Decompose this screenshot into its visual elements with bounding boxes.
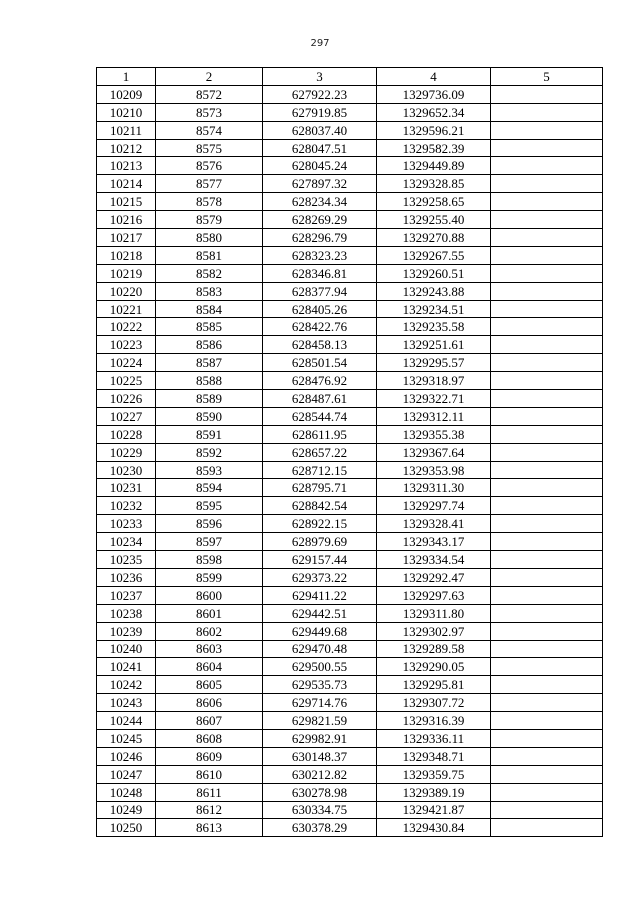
table-cell: 628501.54 — [263, 354, 377, 372]
table-cell — [491, 712, 603, 730]
table-cell: 10245 — [97, 729, 156, 747]
table-cell: 629535.73 — [263, 676, 377, 694]
table-row — [97, 765, 603, 783]
table-cell: 1329316.39 — [377, 712, 491, 730]
column-header: 4 — [377, 68, 491, 86]
table-row — [97, 694, 603, 712]
table-cell: 10239 — [97, 622, 156, 640]
table-cell — [491, 425, 603, 443]
table-cell: 1329582.39 — [377, 139, 491, 157]
table-body — [97, 85, 603, 836]
column-header: 5 — [491, 68, 603, 86]
table-row — [97, 497, 603, 515]
table-cell: 628323.23 — [263, 246, 377, 264]
table-row — [97, 783, 603, 801]
table-header-row — [97, 68, 603, 86]
table-cell: 8582 — [156, 264, 263, 282]
table-cell — [491, 783, 603, 801]
table-cell: 627922.23 — [263, 85, 377, 103]
table-cell: 630278.98 — [263, 783, 377, 801]
table-cell: 1329289.58 — [377, 640, 491, 658]
table-cell: 1329736.09 — [377, 85, 491, 103]
table-cell: 8601 — [156, 604, 263, 622]
table-cell — [491, 193, 603, 211]
table-row — [97, 515, 603, 533]
table-cell: 1329336.11 — [377, 729, 491, 747]
table-cell: 1329367.64 — [377, 443, 491, 461]
table-cell: 628487.61 — [263, 390, 377, 408]
table-cell — [491, 103, 603, 121]
table-cell: 10242 — [97, 676, 156, 694]
table-row — [97, 819, 603, 837]
table-cell: 8598 — [156, 551, 263, 569]
table-cell: 10218 — [97, 246, 156, 264]
table-cell: 1329312.11 — [377, 407, 491, 425]
table-cell: 10235 — [97, 551, 156, 569]
table-cell: 628405.26 — [263, 300, 377, 318]
table-cell: 8572 — [156, 85, 263, 103]
coordinates-table — [96, 67, 603, 837]
table-cell: 1329258.65 — [377, 193, 491, 211]
table-cell — [491, 354, 603, 372]
table-cell: 8585 — [156, 318, 263, 336]
table-row — [97, 676, 603, 694]
table-cell: 10227 — [97, 407, 156, 425]
table-cell: 8579 — [156, 211, 263, 229]
table-cell — [491, 264, 603, 282]
table-cell: 10248 — [97, 783, 156, 801]
table-cell — [491, 694, 603, 712]
table-cell: 8573 — [156, 103, 263, 121]
table-cell: 10217 — [97, 229, 156, 247]
table-cell — [491, 801, 603, 819]
table-cell: 628712.15 — [263, 461, 377, 479]
table-cell: 10231 — [97, 479, 156, 497]
table-cell: 10213 — [97, 157, 156, 175]
table-cell: 1329318.97 — [377, 372, 491, 390]
table-cell: 8611 — [156, 783, 263, 801]
table-cell: 10214 — [97, 175, 156, 193]
table-cell: 10234 — [97, 533, 156, 551]
table-cell — [491, 300, 603, 318]
table-row — [97, 640, 603, 658]
table-row — [97, 604, 603, 622]
table-cell: 8584 — [156, 300, 263, 318]
table-cell: 628037.40 — [263, 121, 377, 139]
table-cell: 628296.79 — [263, 229, 377, 247]
table-cell: 8591 — [156, 425, 263, 443]
table-cell: 8594 — [156, 479, 263, 497]
table-cell: 10209 — [97, 85, 156, 103]
table-cell — [491, 318, 603, 336]
table-cell: 8595 — [156, 497, 263, 515]
column-header: 2 — [156, 68, 263, 86]
table-cell: 10233 — [97, 515, 156, 533]
table-cell: 1329297.74 — [377, 497, 491, 515]
table-cell: 8592 — [156, 443, 263, 461]
table-cell: 1329260.51 — [377, 264, 491, 282]
table-cell: 628045.24 — [263, 157, 377, 175]
table-cell: 10220 — [97, 282, 156, 300]
table-cell: 630378.29 — [263, 819, 377, 837]
column-header: 1 — [97, 68, 156, 86]
table-cell: 8590 — [156, 407, 263, 425]
table-cell — [491, 568, 603, 586]
table-cell: 8596 — [156, 515, 263, 533]
table-row — [97, 193, 603, 211]
table-cell: 1329430.84 — [377, 819, 491, 837]
table-cell: 629982.91 — [263, 729, 377, 747]
table-cell: 629157.44 — [263, 551, 377, 569]
table-cell: 8606 — [156, 694, 263, 712]
table-cell: 1329302.97 — [377, 622, 491, 640]
table-cell: 1329270.88 — [377, 229, 491, 247]
table-cell: 10226 — [97, 390, 156, 408]
table-cell: 1329353.98 — [377, 461, 491, 479]
table-cell — [491, 658, 603, 676]
table-row — [97, 121, 603, 139]
table-cell: 628842.54 — [263, 497, 377, 515]
table-cell: 8587 — [156, 354, 263, 372]
table-cell: 629411.22 — [263, 586, 377, 604]
table-row — [97, 658, 603, 676]
table-cell: 10244 — [97, 712, 156, 730]
table-cell — [491, 586, 603, 604]
table-cell — [491, 336, 603, 354]
table-row — [97, 372, 603, 390]
table-cell — [491, 819, 603, 837]
column-header: 3 — [263, 68, 377, 86]
table-cell — [491, 443, 603, 461]
table-row — [97, 246, 603, 264]
table-row — [97, 336, 603, 354]
table-cell: 628922.15 — [263, 515, 377, 533]
table-row — [97, 729, 603, 747]
table-cell — [491, 604, 603, 622]
table-cell: 1329421.87 — [377, 801, 491, 819]
table-cell: 1329389.19 — [377, 783, 491, 801]
table-cell: 8605 — [156, 676, 263, 694]
table-cell — [491, 515, 603, 533]
table-row — [97, 622, 603, 640]
table-cell: 1329355.38 — [377, 425, 491, 443]
table-cell: 628346.81 — [263, 264, 377, 282]
table-cell: 1329295.81 — [377, 676, 491, 694]
table-cell — [491, 533, 603, 551]
table-cell: 10241 — [97, 658, 156, 676]
table-cell: 10223 — [97, 336, 156, 354]
table-row — [97, 300, 603, 318]
table-cell: 10240 — [97, 640, 156, 658]
table-cell: 628979.69 — [263, 533, 377, 551]
table-cell: 630148.37 — [263, 747, 377, 765]
table-cell: 8612 — [156, 801, 263, 819]
table-cell: 1329652.34 — [377, 103, 491, 121]
table-row — [97, 85, 603, 103]
table-cell — [491, 479, 603, 497]
table-row — [97, 157, 603, 175]
table-cell: 629373.22 — [263, 568, 377, 586]
table-cell: 8608 — [156, 729, 263, 747]
table-cell: 8602 — [156, 622, 263, 640]
table-cell: 10246 — [97, 747, 156, 765]
table-cell — [491, 640, 603, 658]
table-cell: 628476.92 — [263, 372, 377, 390]
table-cell: 629470.48 — [263, 640, 377, 658]
table-cell: 1329449.89 — [377, 157, 491, 175]
table-cell: 628269.29 — [263, 211, 377, 229]
table-cell: 627919.85 — [263, 103, 377, 121]
table-cell: 8610 — [156, 765, 263, 783]
table-cell — [491, 246, 603, 264]
table-cell — [491, 372, 603, 390]
table-row — [97, 551, 603, 569]
table-cell — [491, 497, 603, 515]
table-cell: 8576 — [156, 157, 263, 175]
table-cell: 10221 — [97, 300, 156, 318]
table-row — [97, 461, 603, 479]
table-cell: 10212 — [97, 139, 156, 157]
table-cell — [491, 747, 603, 765]
table-row — [97, 407, 603, 425]
table-cell: 1329328.41 — [377, 515, 491, 533]
table-cell: 10219 — [97, 264, 156, 282]
table-cell — [491, 729, 603, 747]
table-cell: 628544.74 — [263, 407, 377, 425]
table-cell: 10224 — [97, 354, 156, 372]
table-row — [97, 747, 603, 765]
table-cell: 10210 — [97, 103, 156, 121]
table-cell: 1329343.17 — [377, 533, 491, 551]
table-cell: 629821.59 — [263, 712, 377, 730]
table-row — [97, 175, 603, 193]
table-row — [97, 443, 603, 461]
table-cell: 628234.34 — [263, 193, 377, 211]
table-cell: 10247 — [97, 765, 156, 783]
table-cell — [491, 175, 603, 193]
table-cell: 10216 — [97, 211, 156, 229]
table-cell — [491, 461, 603, 479]
table-cell: 1329334.54 — [377, 551, 491, 569]
table-row — [97, 229, 603, 247]
table-cell: 628377.94 — [263, 282, 377, 300]
table-cell — [491, 157, 603, 175]
page-number: 297 — [310, 38, 330, 49]
table-cell: 628047.51 — [263, 139, 377, 157]
table-cell: 628611.95 — [263, 425, 377, 443]
table-row — [97, 211, 603, 229]
table-cell: 1329348.71 — [377, 747, 491, 765]
table-cell: 8586 — [156, 336, 263, 354]
table-cell — [491, 551, 603, 569]
table-row — [97, 318, 603, 336]
table-cell: 10236 — [97, 568, 156, 586]
table-row — [97, 264, 603, 282]
table-cell: 10238 — [97, 604, 156, 622]
table-cell: 8597 — [156, 533, 263, 551]
table-cell — [491, 139, 603, 157]
table-cell: 8577 — [156, 175, 263, 193]
table-cell: 628795.71 — [263, 479, 377, 497]
table-row — [97, 103, 603, 121]
table-cell: 1329235.58 — [377, 318, 491, 336]
table-cell — [491, 676, 603, 694]
table-row — [97, 282, 603, 300]
table-cell: 10250 — [97, 819, 156, 837]
table-cell: 8609 — [156, 747, 263, 765]
table-row — [97, 801, 603, 819]
table-cell: 628422.76 — [263, 318, 377, 336]
table-cell: 10222 — [97, 318, 156, 336]
table-cell: 1329311.30 — [377, 479, 491, 497]
table-cell: 627897.32 — [263, 175, 377, 193]
table-cell: 10229 — [97, 443, 156, 461]
table-cell: 8583 — [156, 282, 263, 300]
table-cell — [491, 85, 603, 103]
table-cell: 1329295.57 — [377, 354, 491, 372]
table-cell: 8578 — [156, 193, 263, 211]
table-cell — [491, 121, 603, 139]
table-cell: 628458.13 — [263, 336, 377, 354]
table-cell: 8607 — [156, 712, 263, 730]
table-cell: 1329307.72 — [377, 694, 491, 712]
table-cell: 1329328.85 — [377, 175, 491, 193]
table-cell: 1329243.88 — [377, 282, 491, 300]
table-cell: 628657.22 — [263, 443, 377, 461]
table-cell — [491, 622, 603, 640]
table-row — [97, 425, 603, 443]
table-cell — [491, 282, 603, 300]
table-cell: 8575 — [156, 139, 263, 157]
table-cell — [491, 390, 603, 408]
table-cell: 629714.76 — [263, 694, 377, 712]
table-cell — [491, 407, 603, 425]
table-cell: 8613 — [156, 819, 263, 837]
table-cell: 10243 — [97, 694, 156, 712]
table-row — [97, 712, 603, 730]
table-cell: 8600 — [156, 586, 263, 604]
table-row — [97, 139, 603, 157]
table-cell — [491, 765, 603, 783]
table-cell: 1329255.40 — [377, 211, 491, 229]
table-cell: 8603 — [156, 640, 263, 658]
table-cell: 8589 — [156, 390, 263, 408]
table-cell: 1329297.63 — [377, 586, 491, 604]
table-cell: 629442.51 — [263, 604, 377, 622]
table-cell: 1329322.71 — [377, 390, 491, 408]
table-cell: 1329234.51 — [377, 300, 491, 318]
table-cell: 10249 — [97, 801, 156, 819]
table-cell: 1329596.21 — [377, 121, 491, 139]
table-row — [97, 354, 603, 372]
table-cell — [491, 211, 603, 229]
table-cell: 10230 — [97, 461, 156, 479]
table-row — [97, 390, 603, 408]
table-cell: 8593 — [156, 461, 263, 479]
table-cell: 630212.82 — [263, 765, 377, 783]
table-cell: 8574 — [156, 121, 263, 139]
table-row — [97, 533, 603, 551]
table-cell: 630334.75 — [263, 801, 377, 819]
table-cell: 1329267.55 — [377, 246, 491, 264]
table-cell: 629449.68 — [263, 622, 377, 640]
table-cell — [491, 229, 603, 247]
table-cell: 10237 — [97, 586, 156, 604]
table-cell: 8588 — [156, 372, 263, 390]
table-row — [97, 586, 603, 604]
table-cell: 10211 — [97, 121, 156, 139]
table-cell: 10215 — [97, 193, 156, 211]
table-cell: 10228 — [97, 425, 156, 443]
table-cell: 1329290.05 — [377, 658, 491, 676]
table-cell: 8581 — [156, 246, 263, 264]
table-cell: 8604 — [156, 658, 263, 676]
table-cell: 1329292.47 — [377, 568, 491, 586]
table-cell: 10232 — [97, 497, 156, 515]
table-cell: 629500.55 — [263, 658, 377, 676]
table-cell: 1329311.80 — [377, 604, 491, 622]
table-cell: 1329359.75 — [377, 765, 491, 783]
table-row — [97, 568, 603, 586]
table-cell: 10225 — [97, 372, 156, 390]
table-cell: 1329251.61 — [377, 336, 491, 354]
table-row — [97, 479, 603, 497]
table-cell: 8599 — [156, 568, 263, 586]
table-cell: 8580 — [156, 229, 263, 247]
